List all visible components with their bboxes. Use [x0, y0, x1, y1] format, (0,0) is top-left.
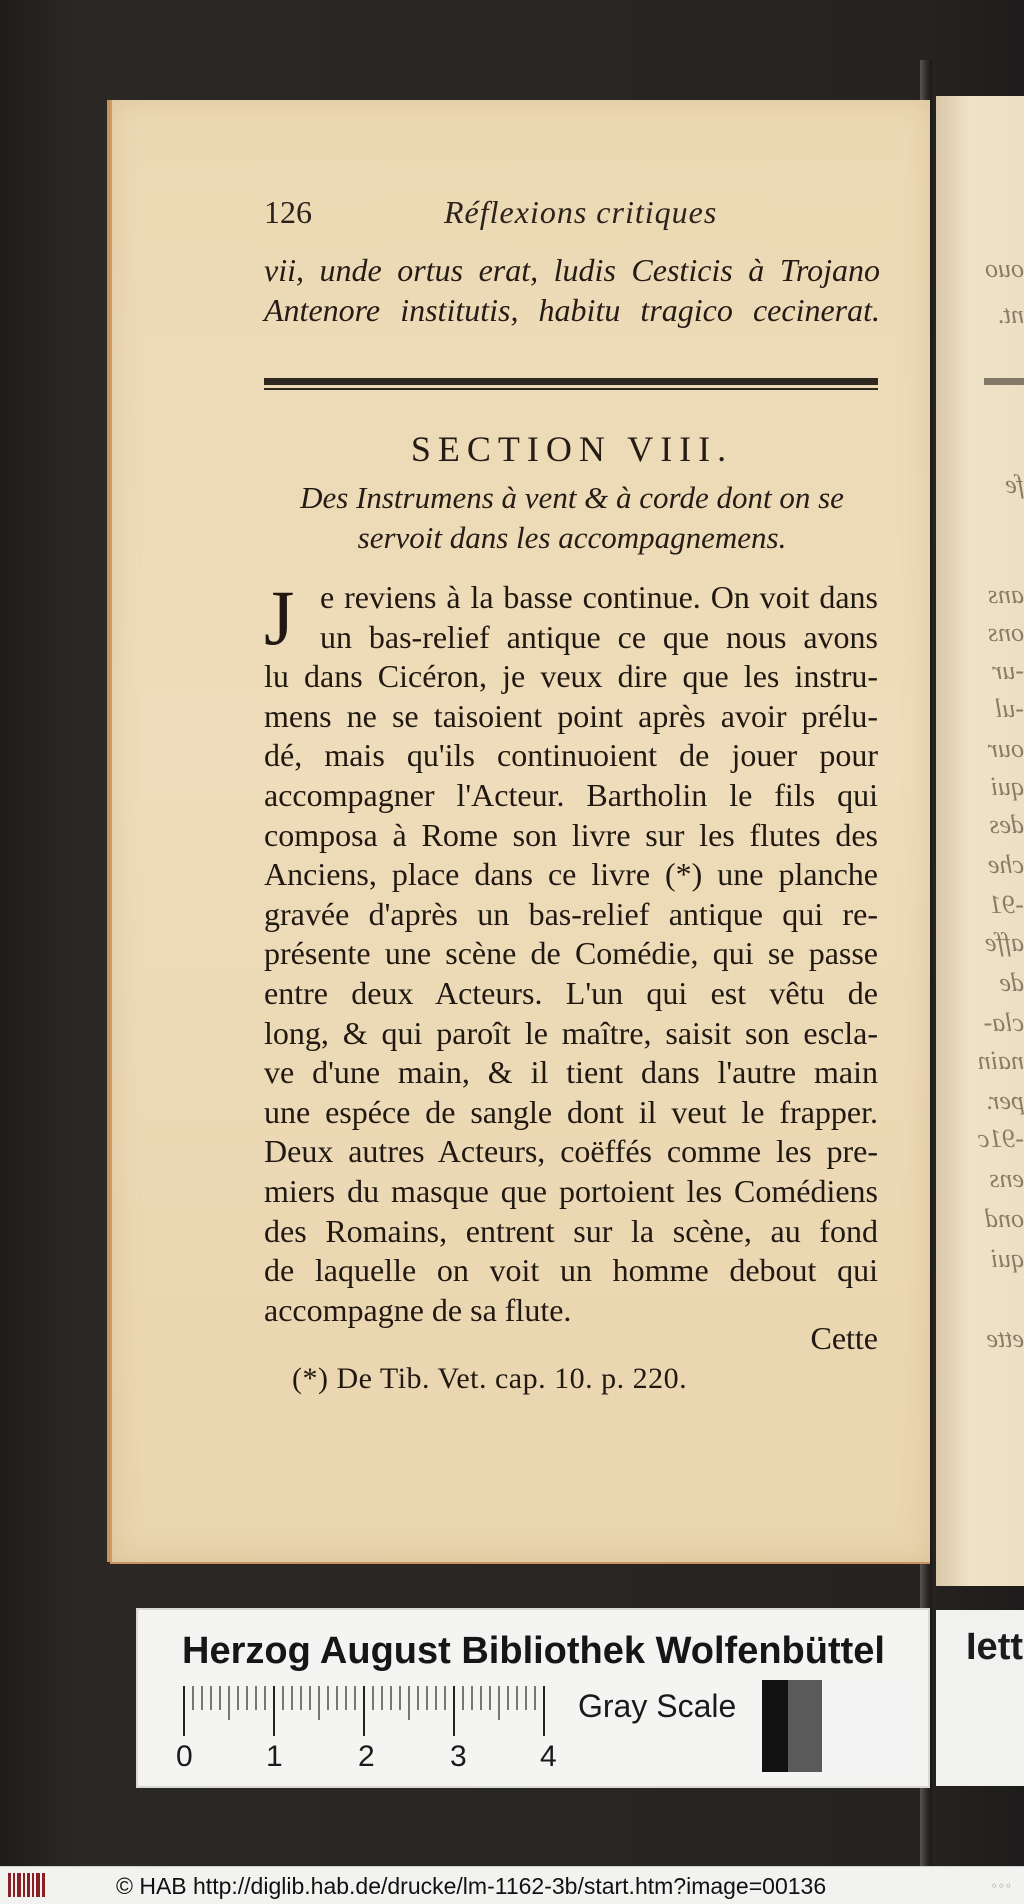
gray-scale-label: Gray Scale	[578, 1688, 737, 1724]
drop-cap: J	[264, 574, 295, 661]
body-line: des Romains, entrent sur la scène, au fond	[264, 1212, 878, 1249]
body-line: accompagner l'Acteur. Bartholin le fils qui	[264, 776, 878, 813]
section-subtitle	[264, 478, 880, 558]
color-reference-card	[138, 1610, 928, 1786]
body-line: composa à Rome son livre sur les flutes des	[264, 816, 878, 853]
body-line: miers du masque que portoient les Comédiens	[264, 1172, 878, 1209]
body-line: de laquelle on voit un homme debout qui	[264, 1252, 878, 1289]
ruler-label: 4	[540, 1740, 557, 1773]
library-logo-icon[interactable]	[8, 1873, 46, 1897]
gray-swatch-mid	[788, 1680, 822, 1772]
opposite-page-fragment: ouo	[985, 254, 1024, 283]
opposite-page-fragment: affe	[985, 928, 1024, 957]
opposite-page-fragment: -91	[989, 890, 1024, 919]
gray-scale-swatches	[762, 1680, 908, 1772]
catchword: Cette	[810, 1320, 878, 1356]
institution-name: Herzog August Bibliothek Wolfenbüttel	[182, 1630, 885, 1672]
opposite-page-fragment: per.	[985, 1086, 1024, 1115]
footnote: (*) De Tib. Vet. cap. 10. p. 220.	[292, 1362, 688, 1395]
opposite-page-fragment: our	[987, 734, 1024, 763]
opposite-page-fragment: ette	[986, 1324, 1024, 1353]
body-line: un bas-relief antique ce que nous avons	[320, 618, 878, 655]
measurement-ruler	[182, 1686, 552, 1738]
opposite-page-fragment: de	[999, 968, 1024, 997]
ruler-label: 3	[450, 1740, 467, 1773]
body-line: une espéce de sangle dont il veut le frapper.	[264, 1093, 878, 1130]
body-text	[264, 574, 878, 1330]
opposite-page-fragment: des	[989, 810, 1024, 839]
adjacent-card-fragment	[936, 1610, 1024, 1786]
carryover-latin-text	[264, 250, 880, 330]
viewer-footer-bar	[0, 1866, 1024, 1904]
opposite-page-fragment: ans	[987, 580, 1024, 609]
opposite-page-fragment: ond	[985, 1204, 1024, 1233]
page-header	[264, 194, 880, 234]
gray-swatch-white	[822, 1680, 908, 1772]
body-line: mens ne se taisoient point après avoir prélu-	[264, 697, 878, 734]
adjacent-card-text: Iett	[966, 1626, 1023, 1668]
ruler-label: 1	[266, 1740, 283, 1773]
carryover-line: vii, unde ortus erat, ludis Cesticis à Trojano	[264, 252, 880, 288]
body-line: Deux autres Acteurs, coëffés comme les pre-	[264, 1133, 878, 1170]
ruler-label: 0	[176, 1740, 193, 1773]
section-subtitle-line: Des Instrumens à vent & à corde dont on se	[300, 480, 844, 515]
opposite-page-fragment: qui	[990, 1244, 1024, 1273]
opposite-page-fragment: -91c	[977, 1124, 1024, 1153]
section-subtitle-line: servoit dans les accompagnemens.	[357, 520, 787, 555]
opposite-page-fragment: nt.	[997, 300, 1024, 329]
opposite-page-fragment: cla-	[983, 1008, 1024, 1037]
gray-swatch-black	[762, 1680, 788, 1772]
opposite-page-fragment: qui	[990, 772, 1024, 801]
opposite-page-fragment: -ul	[995, 694, 1024, 723]
body-line: présente une scène de Comédie, qui se passe	[264, 935, 878, 972]
body-line: Anciens, place dans ce livre (*) une planche	[264, 856, 878, 893]
opposite-page-rule	[984, 378, 1024, 385]
body-line: ve d'une main, & il tient dans l'autre main	[264, 1054, 878, 1091]
body-line: dé, mais qu'ils continuoient de jouer pour	[264, 737, 878, 774]
source-url[interactable]: © HAB http://diglib.hab.de/drucke/lm-1162-3b/start.htm?image=00136	[116, 1873, 827, 1899]
opposite-page-fragment: ens	[989, 1164, 1024, 1193]
body-line: e reviens à la basse continue. On voit dans	[320, 579, 878, 615]
opposite-page-fragment: ons	[987, 618, 1024, 647]
corner-mark: ◦◦◦	[990, 1879, 1012, 1893]
opposite-page-fragment: che	[987, 850, 1024, 879]
body-line: lu dans Cicéron, je veux dire que les instru-	[264, 658, 878, 695]
body-line: entre deux Acteurs. L'un qui est vêtu de	[264, 974, 878, 1011]
running-title: Réflexions critiques	[444, 194, 718, 230]
section-divider-rule	[264, 378, 878, 390]
ruler-label: 2	[358, 1740, 375, 1773]
opposite-page-fragment: -ur	[992, 656, 1024, 685]
section-heading: SECTION VIII.	[410, 429, 734, 469]
page-number: 126	[264, 194, 312, 230]
body-line: gravée d'après un bas-relief antique qui re-	[264, 895, 878, 932]
opposite-page-fragment: fe	[1005, 470, 1024, 499]
body-line: accompagne de sa flute.	[264, 1291, 572, 1328]
opposite-page-fragment: nain	[977, 1046, 1024, 1075]
body-line: long, & qui paroît le maître, saisit son escla-	[264, 1014, 878, 1051]
carryover-line: Antenore institutis, habitu tragico cecinerat.	[264, 292, 880, 328]
